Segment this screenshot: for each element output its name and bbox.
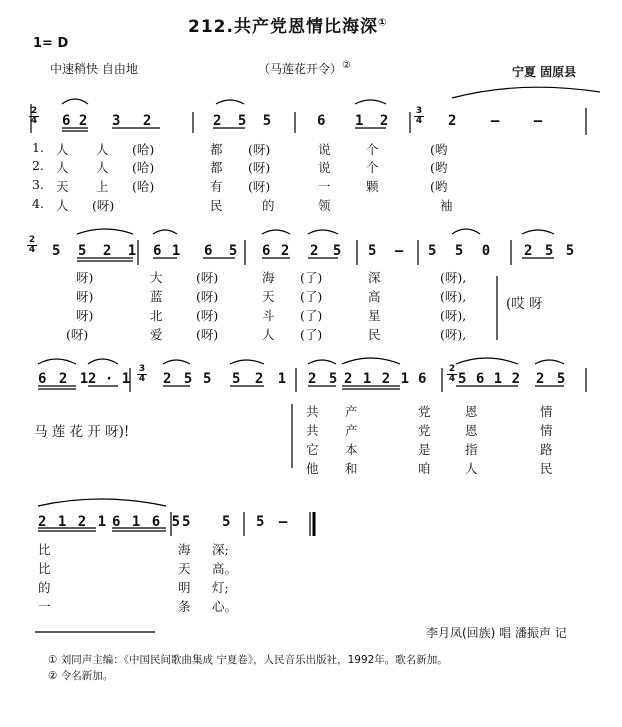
note-group: 2 5 [310, 243, 342, 259]
slur [308, 360, 336, 364]
note-group: 2 – – [448, 113, 543, 129]
time-signature: 2 4 [30, 106, 38, 126]
tune-subtitle: （马莲花开令）② [258, 60, 351, 76]
slur [452, 229, 480, 234]
slur [38, 499, 166, 506]
note-group: 6 5 [204, 243, 238, 259]
key-signature: 1= D [33, 36, 69, 51]
slur [308, 230, 338, 234]
slur [38, 359, 76, 364]
note-group: 6 [317, 113, 326, 129]
note-group: 5 – [256, 514, 288, 530]
slur [262, 230, 290, 234]
note-group: 2 5 5 [213, 113, 272, 129]
time-signature: 2 4 [448, 364, 456, 384]
note-group: 6 [418, 371, 427, 387]
note-group: 5 – [368, 243, 404, 259]
note-group: 2 1 2 1 [344, 371, 410, 387]
slur [230, 360, 264, 364]
time-signature: 2 4 [28, 235, 36, 255]
slur [77, 229, 133, 234]
note-group: 2 5 [308, 371, 338, 387]
note-group: 2 5 [163, 371, 193, 387]
slur [163, 360, 190, 364]
slur [62, 99, 88, 104]
footnote: ① 刘同声主编：《中国民间歌曲集成 宁夏卷》，人民音乐出版社，1992年。歌名新加。 [48, 654, 448, 666]
note-group: 3 2 [112, 113, 152, 129]
footnote: ② 令名新加。 [48, 670, 114, 682]
refrain-lyric: 马 莲 花 开 呀)! [34, 424, 130, 440]
slur [88, 359, 118, 364]
note-group: 1 2 [355, 113, 389, 129]
note-group: 6 2 1 [38, 371, 89, 387]
slur [342, 358, 400, 364]
time-signature: 3 4 [415, 106, 423, 126]
note-group: 6 2 [62, 113, 88, 129]
performer-credit: 李月凤(回族) 唱 潘振声 记 [426, 626, 567, 640]
slur [535, 360, 564, 364]
note-group: 5 [203, 371, 212, 387]
note-group: 5 5 0 [428, 243, 491, 259]
note-group: 2 5 5 [524, 243, 575, 259]
note-group: 6 1 [153, 243, 181, 259]
song-title: 212.共产党恩情比海深① [188, 17, 388, 37]
tempo-marking: 中速稍快 自由地 [50, 62, 138, 76]
note-group: 5 6 1 2 [458, 371, 521, 387]
note-group: 2 1 2 1 [38, 514, 107, 530]
note-group: 6 1 6 5 [112, 514, 181, 530]
note-group: 5 [222, 514, 231, 530]
slur [216, 100, 244, 104]
refrain-lyric: (哎 呀 [506, 296, 543, 312]
time-signature: 3 4 [138, 364, 146, 384]
slur [355, 100, 386, 104]
slur [452, 87, 600, 98]
slur [522, 230, 554, 234]
region-label: 宁夏 固原县 [512, 65, 577, 79]
note-group: 5 [52, 243, 61, 259]
note-group: 2 5 [536, 371, 566, 387]
slur [456, 358, 518, 364]
note-group: 5 2 1 [78, 243, 137, 259]
note-group: 2 · 1 [88, 371, 131, 387]
slur [153, 230, 177, 234]
note-group: 5 [182, 514, 191, 530]
note-group: 5 2 1 [232, 371, 287, 387]
note-group: 6 2 [262, 243, 290, 259]
